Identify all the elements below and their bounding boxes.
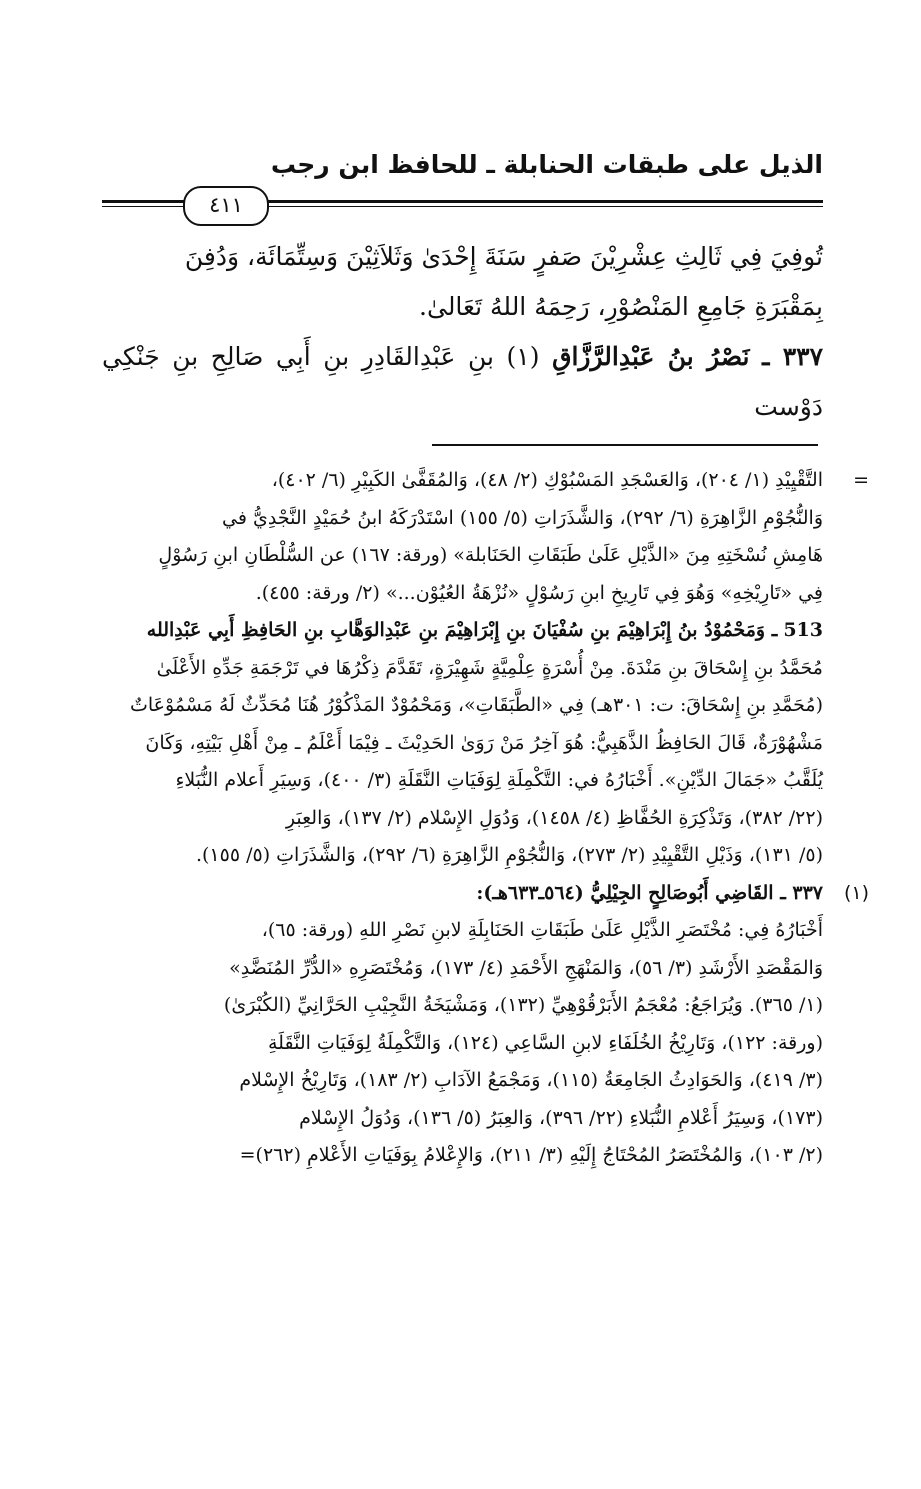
footnote-line: (٣/ ٤١٩)، وَالحَوَادِثُ الجَامِعَةُ (١١٥)، وَمَجْمَعُ الآدَابِ (٢/ ١٨٣)، وَتَارِيْخُ الإِسْلام xyxy=(239,1069,823,1091)
footnote-line: (مُحَمَّدِ بنِ إِسْحَاقَ: ت: ٣٠١هـ) فِي «الطَّبَقَاتِ»، وَمَحْمُوْدٌ المَذْكُوْرُ هُنَا مُحَدِّثٌ لَهُ مَسْمُوْعَاتٌ xyxy=(129,694,823,716)
running-header-title: الذيل على طبقات الحنابلة ـ للحافظ ابن رجب xyxy=(270,150,823,179)
footnote-line: هَامِشِ نُسْخَتِهِ مِنَ «الذَّيْلِ عَلَىٰ طَبَقَاتِ الحَنَابلة» (ورقة: ١٦٧) عن السُّلْطَانِ ابنِ رَسُوْلٍ xyxy=(158,544,823,566)
entry-lineage: بنِ عَبْدِالقَادِرِ بنِ أَبِي صَالِحِ بنِ جَنْكِي دَوْست xyxy=(102,342,823,421)
footnote-line: وَالمَقْصَدِ الأَرْشَدِ (٣/ ٥٦)، وَالمَنْهَجِ الأَحْمَدِ (٤/ ١٧٣)، وَمُخْتَصَرِهِ «الدُّرِّ المُنَضَّدِ» xyxy=(229,956,823,979)
main-line: تُوفِيَ فِي ثَالِثِ عِشْرِيْنَ صَفرٍ سَنَةَ إِحْدَىٰ وَثَلاَثِيْنَ وَسِتِّمَائَة، وَدُفِنَ xyxy=(184,242,823,271)
footnote-continuation xyxy=(98,462,869,500)
footnote-reference: (١) xyxy=(506,342,540,371)
footnote-line: (٢٢/ ٣٨٢)، وَتَذْكِرَةِ الحُفَّاظِ (٤/ ١٤٥٨)، وَدُوَلِ الإِسْلام (٢/ ١٣٧)، وَالعِبَرِ xyxy=(285,806,823,829)
footnote-line: (١/ ٣٦٥). وَيُرَاجَعُ: مُعْجَمُ الأَبَرْقُوْهِيِّ (١٣٢)، وَمَشْيَخَةُ النَّجِيْبِ الحَرَّانِيِّ (الكُبْرَىٰ) xyxy=(223,994,823,1016)
footnote-separator xyxy=(432,444,818,446)
footnote-line: (٥/ ١٣١)، وَذَيْلِ التَّقْيِيْدِ (٢/ ٢٧٣)، وَالنُّجُوْمِ الزَّاهِرَةِ (٦/ ٢٩٢)، وَالشَّذَرَاتِ (٥/ ١٥٥). xyxy=(195,844,823,866)
footnote-line: يُلَقَّبُ «جَمَالَ الدِّيْنِ». أَخْبَارُهُ في: التَّكْمِلَةِ لِوَفَيَاتِ النَّقَلَةِ (٣/ ٤٠٠)، وَسِيَرِ أَعلام النُّبَلاءِ xyxy=(175,769,823,791)
page-number: ٤١١ xyxy=(183,186,269,226)
footnote-line: ـ وَمَحْمُوْدُ بنُ إِبْرَاهِيْمَ بنِ سُفْيَانَ بنِ إِبْرَاهِيْمَ بنِ عَبْدِالوَهَّابِ بنِ الحَافِظِ أَبِي عَبْدِالله xyxy=(146,619,778,641)
entry-513-number: 513 xyxy=(783,619,823,641)
footnote-line: وَالنُّجُوْمِ الزَّاهِرَةِ (٦/ ٢٩٢)، وَالشَّذَرَاتِ (٥/ ١٥٥) اسْتَدْرَكَهُ ابنُ حُمَيْدٍ النَّجْدِيُّ في xyxy=(222,506,823,529)
footnote-line: (٢/ ١٠٣)، وَالمُخْتَصَرُ المُحْتَاجُ إِلَيْهِ (٣/ ٢١١)، وَالإِعْلامُ بِوَفَيَاتِ الأَعْلامِ (٢٦٢)= xyxy=(239,1144,823,1166)
main-text xyxy=(102,232,823,432)
footnote-marker: (١) xyxy=(843,881,869,904)
footnote-line: مَشْهُوْرَةٌ، قَالَ الحَافِظُ الذَّهَبِيُّ: هُوَ آخِرُ مَنْ رَوَىٰ الحَدِيْثَ ـ فِيْمَا أَعْلَمُ ـ مِنْ أَهْلِ بَيْتِهِ، وَكَانَ xyxy=(145,731,823,754)
entry-number: ٣٣٧ ـ xyxy=(762,342,824,371)
footnotes xyxy=(98,462,869,1175)
continuation-marker: = xyxy=(853,469,869,491)
footnote-line: أَخْبَارُهُ فِي: مُخْتَصَرِ الذَّيْلِ عَلَىٰ طَبَقَاتِ الحَنَابِلَةِ لابنِ نَصْرِ اللهِ (ورقة: ٦٥)، xyxy=(261,919,823,941)
footnote-line: (١٧٣)، وَسِيَرُ أَعْلامِ النُّبَلاءِ (٢٢/ ٣٩٦)، وَالعِبَرُ (٥/ ١٣٦)، وَدُوَلُ الإِسْلام xyxy=(299,1106,823,1129)
biography-entry-heading xyxy=(102,332,823,432)
footnote-entry-513 xyxy=(98,612,823,650)
footnote-1 xyxy=(98,875,869,913)
footnote-heading: ٣٣٧ ـ القَاضِي أَبُوصَالِحٍ الجِيْلِيُّ (٥٦٤ـ٦٣٣هـ): xyxy=(476,881,823,904)
footnote-line: فِي «تَارِيْخِهِ» وَهُوَ فِي تَارِيخِ ابنِ رَسُوْلٍ «نُزْهَةُ العُيُوْن...» (٢/ ورقة: ٤٥٥). xyxy=(255,581,823,604)
main-line: بِمَقْبَرَةِ جَامِعِ المَنْصُوْرِ، رَحِمَهُ اللهُ تَعَالىٰ. xyxy=(419,292,823,321)
footnote-line: مُحَمَّدُ بنِ إِسْحَاقَ بنِ مَنْدَةَ. مِنْ أُسْرَةٍ عِلْمِيَّةٍ شَهِيْرَةٍ، تَقَدَّمَ ذِكْرُهَا في تَرْجَمَةِ جَدِّهِ الأَعْلَىٰ xyxy=(156,656,823,679)
footnote-line: التَّقْيِيْدِ (١/ ٢٠٤)، وَالعَسْجَدِ المَسْبُوْكِ (٢/ ٤٨)، وَالمُقَفَّىٰ الكَبِيْرِ (٦/ ٤٠٢)، xyxy=(271,469,823,491)
entry-name: نَصْرُ بنُ عَبْدِالرَّزَّاقِ xyxy=(552,342,750,371)
footnote-line: (ورقة: ١٢٢)، وَتَارِيْخُ الخُلَفَاءِ لابنِ السَّاعِي (١٢٤)، وَالتَّكْمِلَةُ لِوَفَيَاتِ النَّقَلَةِ xyxy=(268,1031,823,1054)
